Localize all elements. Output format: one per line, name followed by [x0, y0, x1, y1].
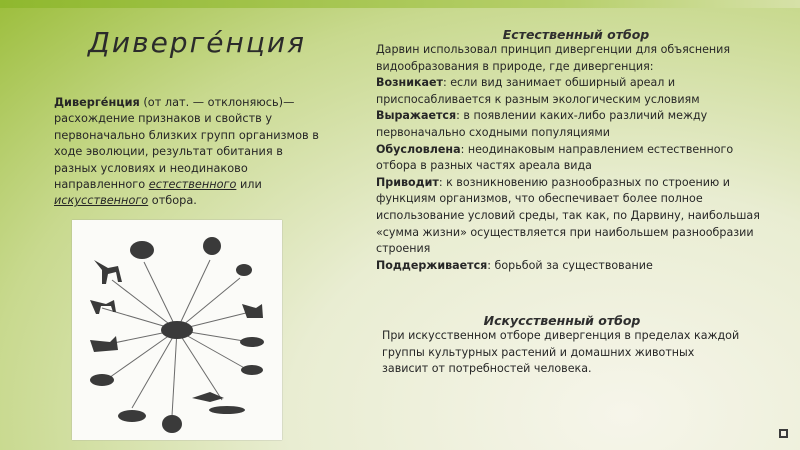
definition-part2: или: [236, 178, 262, 192]
item-text: : если вид занимает обширный ареал и приспосабливается к разным экологическим условиям: [376, 76, 700, 106]
antelope-silhouette: [90, 300, 116, 314]
definition-part1: (от лат. — отклоняюсь)—расхождение признаков и свойств у первоначально близких групп организмов в ходе эволюции, результат обитания в разных условиях и неодинаково направленного: [54, 96, 319, 192]
divergence-illustration: [72, 220, 282, 440]
item-label: Поддерживается: [376, 258, 488, 272]
list-item: [376, 142, 776, 175]
slide-title: Диверге́нция: [88, 26, 306, 59]
item-text: : к возникновению разнообразных по строению и функциям организмов, что обеспечивает более полное использование условий среды, так как, по Дарвину, наибольшая «сумма жизни» осуществляется при наибольшем разнообразии строения: [376, 175, 760, 256]
artificial-selection-heading: Искусственный отбор: [483, 313, 641, 328]
list-item: [376, 175, 776, 258]
link-natural[interactable]: естественного: [148, 178, 237, 192]
list-item: [376, 108, 776, 141]
item-label: Возникает: [376, 76, 443, 90]
natural-selection-intro: Дарвин использовал принцип дивергенции для объяснения видообразования в природе, где дивергенция:: [376, 43, 731, 73]
top-accent-bar: [0, 0, 800, 8]
mole-silhouette: [240, 337, 264, 347]
item-label: Приводит: [376, 175, 439, 189]
definition-part3: отбора.: [148, 194, 197, 208]
item-text: : в появлении каких-либо различий между первоначально сходными популяциями: [376, 109, 708, 139]
beaver-silhouette: [118, 410, 146, 422]
wolf-silhouette: [90, 336, 118, 352]
otter-silhouette: [90, 374, 114, 386]
deer-silhouette: [94, 260, 122, 284]
dolphin-silhouette: [209, 406, 245, 414]
corner-decoration-inner: [781, 431, 786, 436]
sloth-silhouette: [236, 264, 252, 276]
artificial-selection-section: [382, 313, 742, 378]
list-item: [376, 258, 776, 275]
definition-text: [54, 95, 324, 210]
item-text: : борьбой за существование: [487, 258, 653, 272]
animal-silhouettes: [90, 237, 264, 433]
monkey-silhouette: [203, 237, 221, 255]
marmot-silhouette: [242, 304, 263, 318]
divergence-diagram: [72, 220, 282, 440]
item-text: : неодинаковым направлением естественного отбора в разных частях ареала вида: [376, 142, 734, 173]
list-item: [376, 75, 776, 108]
walrus-silhouette: [162, 415, 182, 433]
artificial-selection-text: При искусственном отборе дивергенция в пределах каждой группы культурных растений и домашних животных зависит от потребностей человека.: [382, 329, 740, 376]
bear-silhouette: [130, 241, 154, 259]
ancestor-animal: [161, 321, 193, 339]
seal-silhouette: [241, 365, 263, 375]
definition-term: Диверге́нция: [54, 96, 140, 109]
bat-silhouette: [192, 392, 224, 402]
natural-selection-section: [376, 27, 776, 274]
item-label: Обусловлена: [376, 142, 461, 156]
item-label: Выражается: [376, 109, 457, 123]
link-artificial[interactable]: искусственного: [54, 194, 149, 208]
natural-selection-heading: Естественный отбор: [502, 27, 650, 42]
